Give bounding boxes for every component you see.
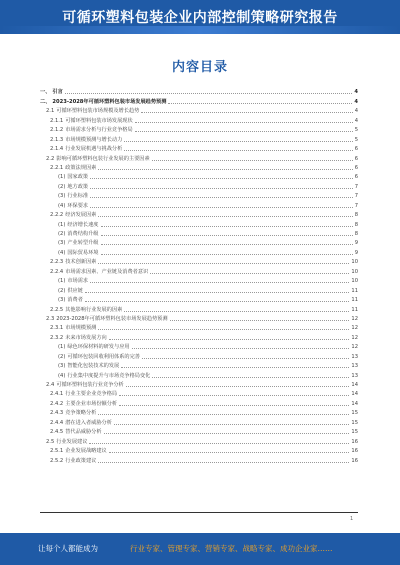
toc-entry-number: 2.2.2 <box>50 212 64 219</box>
toc-entry-title: 经济增长速度 <box>67 221 99 228</box>
toc-dot-leader <box>114 424 349 425</box>
toc-entry-number: (2) <box>58 287 66 294</box>
footer-slogan-tags: 行业专家、管理专家、营销专家、战略专家、成功企业家…… <box>130 544 333 553</box>
toc-entry-number: 2.4 <box>46 382 55 388</box>
toc-entry-page: 11 <box>351 297 358 304</box>
toc-entry[interactable] <box>40 95 358 104</box>
toc-entry-page: 15 <box>351 419 358 426</box>
toc-entry-title: 其他影响行业发展的因素 <box>65 306 123 313</box>
page-bottom-rule <box>40 512 358 513</box>
toc-entry[interactable] <box>40 426 358 435</box>
toc-entry-title: 国家政策 <box>67 174 89 181</box>
toc-entry-number: (1) <box>58 278 66 285</box>
toc-entry-page: 8 <box>354 221 358 228</box>
toc-dot-leader <box>90 282 349 283</box>
toc-entry-title: 行业发展机遇与挑战分析 <box>65 146 123 153</box>
toc-dot-leader <box>90 207 353 208</box>
toc-dot-leader <box>98 414 349 415</box>
toc-entry-page: 12 <box>351 315 358 322</box>
footer-slogan-lead: 让每个人都能成为 <box>38 544 98 553</box>
toc-entry-title: 2023-2028年可循环塑料包装市场发展趋势预测 <box>52 98 167 105</box>
toc-entry-title: 主要企业市场份额分析 <box>65 400 118 407</box>
toc-entry-number: (1) <box>58 344 66 351</box>
toc-entry-title: 市场需求因素、产业链及消费者意识 <box>65 268 149 275</box>
toc-dot-leader <box>98 462 349 463</box>
toc-entry-page: 12 <box>351 334 358 341</box>
toc-entry-title: 企业发展战略建议 <box>65 448 107 455</box>
toc-entry-title: 消费结构升级 <box>67 231 99 237</box>
toc-list <box>40 86 358 464</box>
toc-entry[interactable] <box>40 256 358 265</box>
header-ribbon-decoration <box>0 26 400 34</box>
toc-entry-title: 地方政策 <box>67 183 89 190</box>
toc-entry-title: 可循环包装回收利用体系的完善 <box>67 353 140 360</box>
toc-dot-leader <box>98 216 352 217</box>
toc-entry[interactable] <box>40 416 358 425</box>
toc-entry-page: 13 <box>351 363 358 370</box>
toc-entry-title: 替代品威胁分析 <box>65 429 102 436</box>
toc-entry-title: 市场需求分析与行业竞争格局 <box>65 127 133 134</box>
toc-entry-number: (1) <box>58 221 66 228</box>
toc-entry-number: (3) <box>58 193 66 200</box>
toc-entry-number: 2.5.2 <box>50 457 64 464</box>
toc-dot-leader <box>98 329 349 330</box>
footer-banner <box>0 533 400 565</box>
toc-entry[interactable] <box>40 435 358 444</box>
toc-entry-title: 技术创新因素 <box>65 259 97 266</box>
toc-entry-page: 12 <box>351 344 358 351</box>
toc-entry-number: (2) <box>58 183 66 190</box>
toc-entry-number: 2.1.3 <box>50 136 64 143</box>
toc-entry-title: 引言 <box>52 89 63 96</box>
toc-entry-number: 2.5.1 <box>50 448 64 455</box>
toc-dot-leader <box>101 244 353 245</box>
toc-dot-leader <box>85 301 349 302</box>
toc-dot-leader <box>90 197 353 198</box>
toc-entry-title: 环保要求 <box>67 202 89 209</box>
toc-entry-page: 8 <box>354 212 358 219</box>
toc-entry-number: 2.1 <box>46 108 55 115</box>
toc-entry[interactable] <box>40 171 358 180</box>
toc-entry-title: 未来市场发展方向 <box>65 334 107 341</box>
toc-entry-page: 7 <box>354 202 358 209</box>
toc-dot-leader <box>109 452 350 453</box>
toc-entry-title: 绿色环保材料的研发与应用 <box>67 344 130 351</box>
toc-entry-number: 2.2.5 <box>50 306 64 313</box>
toc-entry-number: (3) <box>58 297 66 304</box>
toc-dot-leader <box>98 169 352 170</box>
toc-entry-number: 2.2 <box>46 155 55 162</box>
toc-dot-leader <box>65 93 353 94</box>
toc-entry-page: 16 <box>351 448 358 455</box>
toc-entry[interactable] <box>40 190 358 199</box>
toc-entry-number: 2.4.2 <box>50 400 64 407</box>
toc-entry[interactable] <box>40 86 358 95</box>
toc-entry[interactable] <box>40 397 358 406</box>
toc-entry-number: 2.1.4 <box>50 146 64 153</box>
toc-entry[interactable] <box>40 284 358 293</box>
toc-entry[interactable] <box>40 407 358 416</box>
toc-entry-page: 9 <box>354 249 358 256</box>
toc-dot-leader <box>150 273 349 274</box>
toc-dot-leader <box>135 122 353 123</box>
toc-entry-number: 2.5 <box>46 438 55 445</box>
toc-dot-leader <box>124 311 349 312</box>
toc-entry[interactable] <box>40 379 358 388</box>
toc-entry-title: 可循环塑料包装市场规模及增长趋势 <box>56 108 140 115</box>
toc-entry-title: 潜在进入者威胁分析 <box>65 419 112 426</box>
toc-entry-page: 6 <box>354 164 358 171</box>
toc-entry-title: 可循环塑料包装行业竞争分析 <box>56 382 124 388</box>
toc-dot-leader <box>90 178 353 179</box>
toc-dot-leader <box>101 254 353 255</box>
toc-entry-title: 行业标准 <box>67 193 89 200</box>
toc-entry-number: 2.1.1 <box>50 117 64 124</box>
toc-entry[interactable] <box>40 322 358 331</box>
toc-entry[interactable] <box>40 237 358 246</box>
toc-entry-page: 6 <box>354 155 358 162</box>
toc-dot-leader <box>168 103 352 104</box>
toc-entry-number: 2.4.1 <box>50 391 64 398</box>
page-number: 1 <box>350 516 354 522</box>
toc-entry-number: 2.2.4 <box>50 268 64 275</box>
toc-entry-page: 16 <box>351 438 358 445</box>
toc-dot-leader <box>101 226 353 227</box>
toc-entry[interactable] <box>40 162 358 171</box>
toc-entry-number: (1) <box>58 174 66 181</box>
toc-entry[interactable] <box>40 303 358 312</box>
toc-entry-title: 竞争策略分析 <box>65 410 97 417</box>
toc-entry[interactable] <box>40 369 358 378</box>
toc-entry-title: 行业集中度提升与市场竞争格局变化 <box>67 372 151 379</box>
toc-entry-title: 市场规模预测与增长动力 <box>65 136 123 143</box>
toc-entry[interactable] <box>40 180 358 189</box>
toc-entry-number: 2.4.5 <box>50 429 64 436</box>
toc-entry[interactable] <box>40 114 358 123</box>
toc-dot-leader <box>141 112 352 113</box>
toc-entry-page: 14 <box>351 382 358 388</box>
toc-entry-title: 国际贸易环境 <box>67 249 99 256</box>
toc-entry-page: 7 <box>354 193 358 200</box>
toc-entry-title: 2023-2028年可循环塑料包装市场发展趋势预测 <box>56 315 168 322</box>
toc-entry-title: 行业政策建议 <box>65 457 97 464</box>
toc-dot-leader <box>132 348 350 349</box>
toc-entry-number: (4) <box>58 372 66 379</box>
toc-entry[interactable] <box>40 105 358 114</box>
toc-entry-number: 二、 <box>40 98 51 105</box>
toc-entry-number: 2.4.4 <box>50 419 64 426</box>
toc-entry[interactable] <box>40 133 358 142</box>
toc-entry-number: (2) <box>58 353 66 360</box>
toc-entry-number: (4) <box>58 249 66 256</box>
toc-dot-leader <box>142 358 349 359</box>
toc-dot-leader <box>152 160 353 161</box>
toc-entry[interactable] <box>40 265 358 274</box>
toc-entry[interactable] <box>40 143 358 152</box>
toc-entry[interactable] <box>40 124 358 133</box>
toc-entry-number: 2.3.1 <box>50 325 64 332</box>
toc-entry-title: 市场规模预测 <box>65 325 97 332</box>
toc-entry-number: (4) <box>58 202 66 209</box>
toc-dot-leader <box>98 263 349 264</box>
toc-dot-leader <box>119 395 349 396</box>
toc-entry-title: 政策法规因素 <box>65 164 97 171</box>
toc-entry[interactable] <box>40 313 358 322</box>
toc-entry-title: 可循环塑料包装市场发展现状 <box>65 117 133 124</box>
toc-entry-number: 2.3.2 <box>50 334 64 341</box>
toc-entry-number: (2) <box>58 231 66 237</box>
toc-entry[interactable] <box>40 209 358 218</box>
toc-entry-title: 市场需求 <box>67 278 89 285</box>
toc-entry-title: 影响可循环塑料包装行业发展的主要因素 <box>56 155 150 162</box>
toc-entry[interactable] <box>40 294 358 303</box>
toc-dot-leader <box>152 377 349 378</box>
toc-dot-leader <box>104 433 350 434</box>
toc-entry-number: (3) <box>58 240 66 247</box>
toc-entry-title: 消费者 <box>67 297 83 304</box>
report-title: 可循环塑料包装企业内部控制策略研究报告 <box>62 10 338 26</box>
toc-dot-leader <box>101 235 353 236</box>
toc-entry-page: 6 <box>354 174 358 181</box>
toc-entry[interactable] <box>40 246 358 255</box>
toc-dot-leader <box>90 188 353 189</box>
toc-dot-leader <box>109 339 350 340</box>
toc-entry[interactable] <box>40 228 358 237</box>
toc-entry-number: 2.3 <box>46 315 55 322</box>
toc-entry-page: 11 <box>351 287 358 294</box>
toc-entry-title: 行业发展建议 <box>56 438 88 445</box>
toc-entry-page: 13 <box>351 353 358 360</box>
toc-entry-page: 16 <box>351 457 358 464</box>
toc-entry[interactable] <box>40 218 358 227</box>
toc-dot-leader <box>124 141 352 142</box>
toc-entry-page: 14 <box>351 391 358 398</box>
toc-entry-page: 13 <box>351 372 358 379</box>
toc-dot-leader <box>121 367 349 368</box>
toc-entry-page: 10 <box>351 278 358 285</box>
toc-entry[interactable] <box>40 152 358 161</box>
toc-entry-page: 14 <box>351 400 358 407</box>
toc-entry-number: 2.2.3 <box>50 259 64 266</box>
toc-entry[interactable] <box>40 445 358 454</box>
toc-entry-page: 12 <box>351 325 358 332</box>
toc-dot-leader <box>135 131 353 132</box>
toc-entry-page: 5 <box>354 127 358 134</box>
toc-entry-number: 2.4.3 <box>50 410 64 417</box>
toc-entry[interactable] <box>40 331 358 340</box>
toc-entry-title: 经济发展因素 <box>65 212 97 219</box>
toc-entry-page: 4 <box>354 108 358 115</box>
toc-entry-page: 8 <box>354 231 358 237</box>
toc-entry[interactable] <box>40 199 358 208</box>
toc-entry-title: 供应链 <box>67 287 83 294</box>
toc-entry-title: 产业转型升级 <box>67 240 99 247</box>
toc-entry-title: 行业主要企业竞争格局 <box>65 391 118 398</box>
toc-entry[interactable] <box>40 350 358 359</box>
toc-dot-leader <box>170 320 350 321</box>
toc-entry-page: 15 <box>351 429 358 436</box>
toc-entry[interactable] <box>40 341 358 350</box>
toc-entry-page: 10 <box>351 268 358 275</box>
toc-entry-page: 4 <box>354 89 358 96</box>
toc-dot-leader <box>85 292 349 293</box>
toc-entry-title: 智能化包装技术的发展 <box>67 363 120 370</box>
toc-entry-number: 一、 <box>40 89 51 96</box>
toc-entry-number: 2.2.1 <box>50 164 64 171</box>
toc-dot-leader <box>89 443 349 444</box>
toc-entry[interactable] <box>40 275 358 284</box>
toc-dot-leader <box>124 150 352 151</box>
toc-entry-number: 2.1.2 <box>50 127 64 134</box>
toc-entry-page: 5 <box>354 136 358 143</box>
toc-entry[interactable] <box>40 454 358 463</box>
toc-entry[interactable] <box>40 360 358 369</box>
toc-entry-page: 4 <box>354 98 358 105</box>
toc-entry-page: 7 <box>354 183 358 190</box>
toc-entry-page: 11 <box>351 306 358 313</box>
toc-dot-leader <box>119 405 349 406</box>
toc-entry-page: 9 <box>354 240 358 247</box>
toc-entry[interactable] <box>40 388 358 397</box>
toc-title: 内容目录 <box>171 60 228 75</box>
toc-entry-page: 15 <box>351 410 358 417</box>
toc-entry-number: (3) <box>58 363 66 370</box>
toc-entry-page: 10 <box>351 259 358 266</box>
toc-entry-page: 6 <box>354 146 358 153</box>
toc-entry-page: 4 <box>354 117 358 124</box>
toc-dot-leader <box>126 386 350 387</box>
